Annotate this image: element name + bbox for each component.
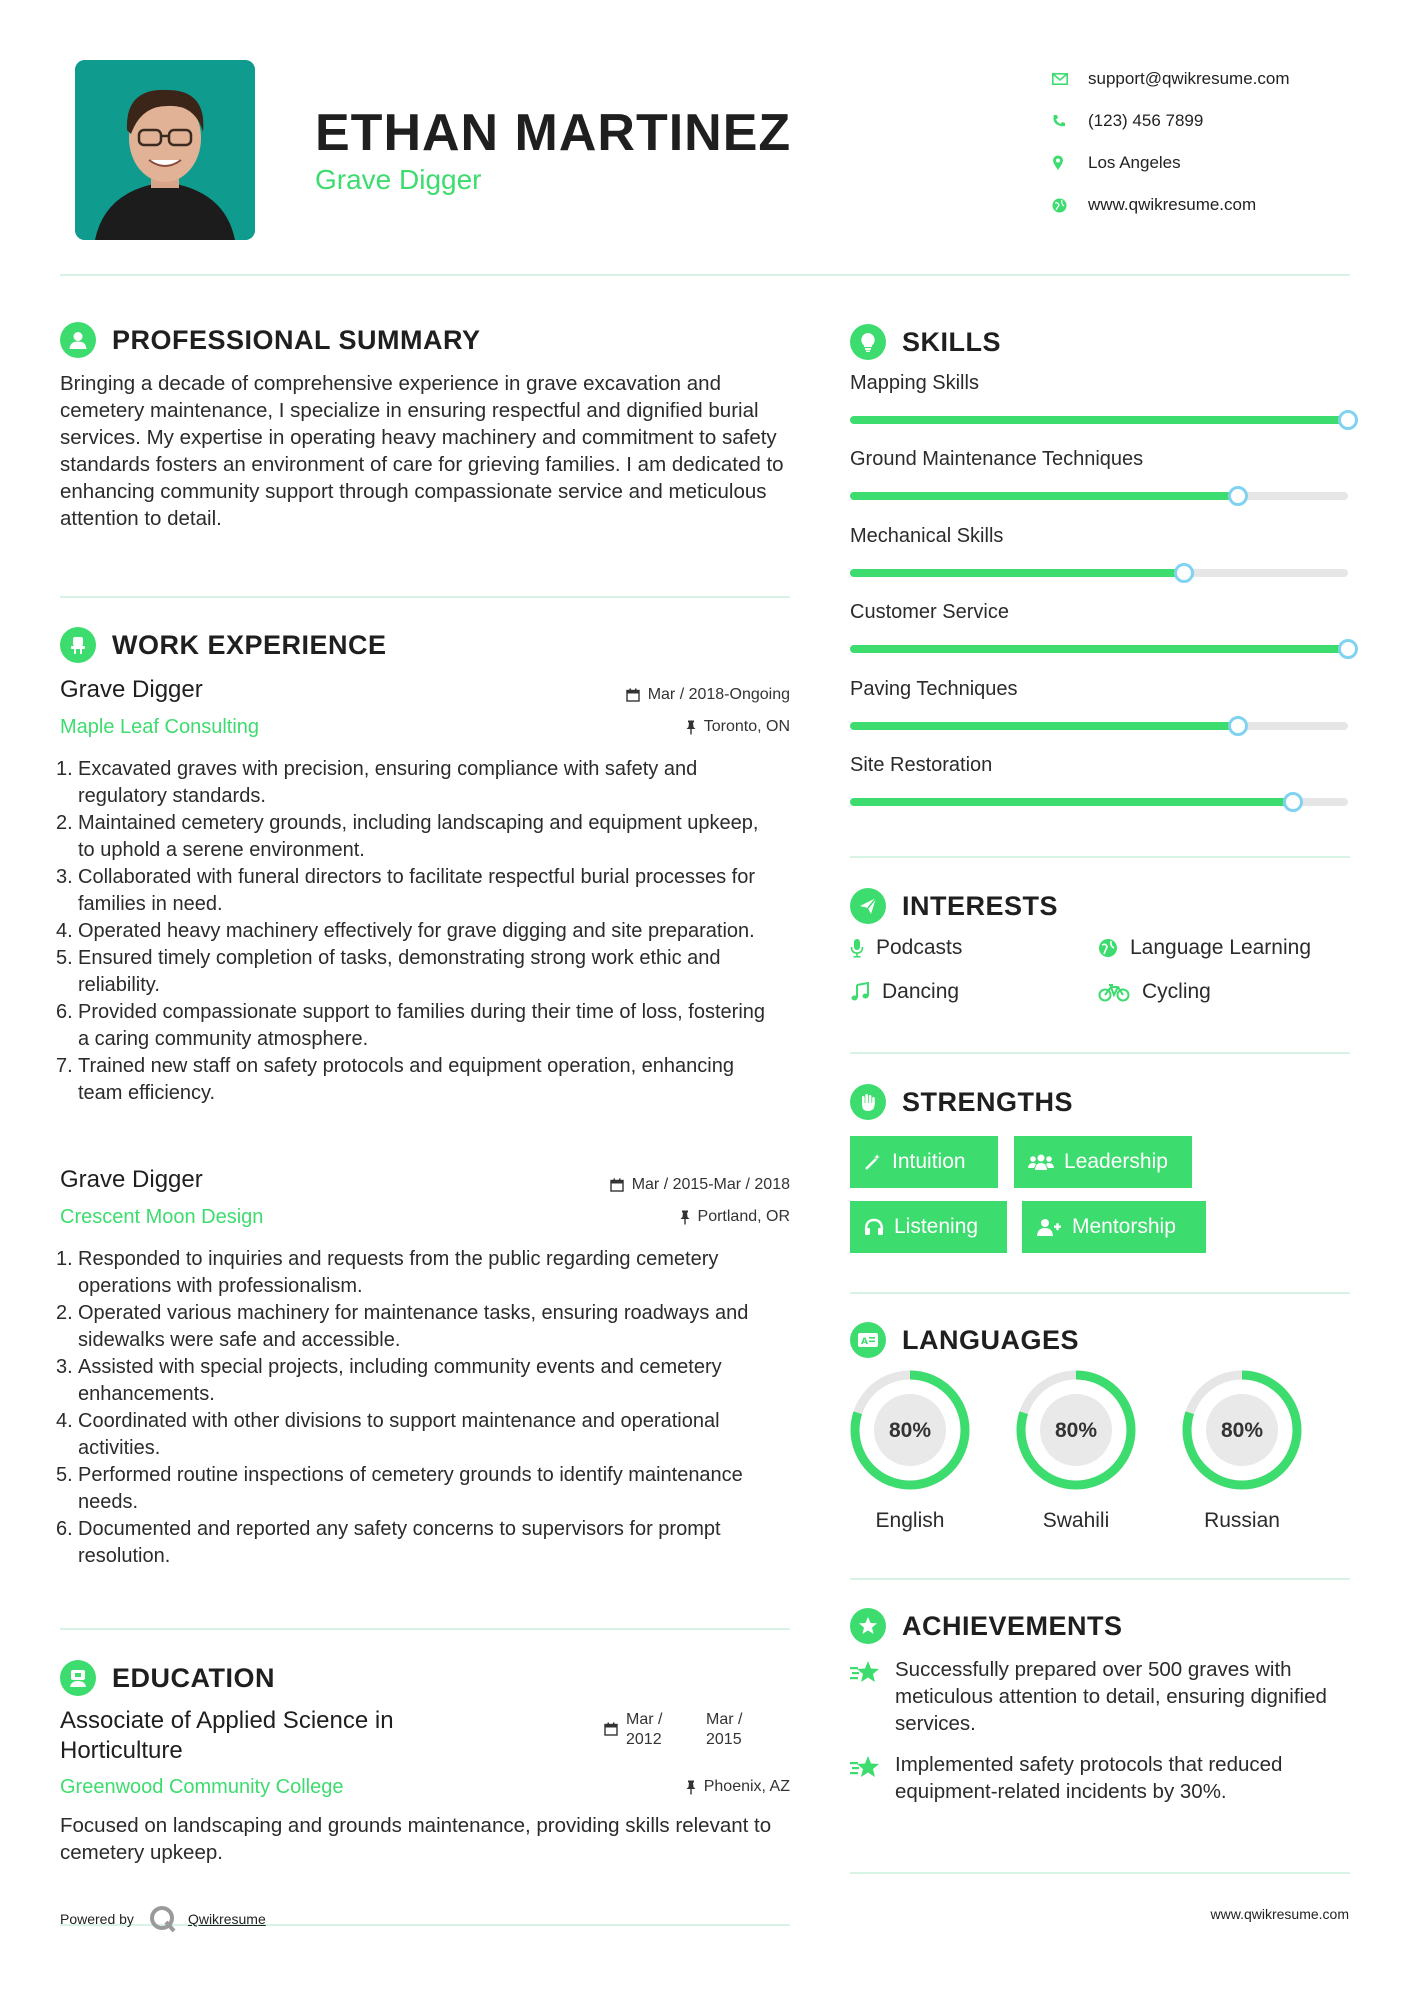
job-2-location: Portland, OR xyxy=(680,1208,790,1226)
skill-bar-fill xyxy=(850,416,1348,424)
phone-icon xyxy=(1052,114,1088,128)
education-heading: EDUCATION xyxy=(60,1660,275,1696)
job-1-location: Toronto, ON xyxy=(686,718,790,736)
list-item: 7. Trained new staff on safety protocols and equipment operation, enhancing team efficiency. xyxy=(56,1055,734,1104)
achievements-heading: ACHIEVEMENTS xyxy=(850,1608,1123,1644)
globe-icon xyxy=(1052,198,1088,213)
skill-bar-track xyxy=(850,416,1348,424)
header-divider xyxy=(60,274,1350,276)
skill-bar-fill xyxy=(850,569,1184,577)
language-item xyxy=(1180,1368,1304,1533)
skill-bar-handle xyxy=(1283,792,1303,812)
graduate-icon xyxy=(60,1660,96,1696)
profile-photo xyxy=(75,60,255,240)
location-pin-icon xyxy=(1052,155,1088,171)
job-1-company: Maple Leaf Consulting xyxy=(60,716,260,738)
calendar-icon xyxy=(626,688,640,702)
svg-text:A: A xyxy=(861,1337,868,1347)
translate-icon xyxy=(850,1322,886,1358)
bicycle-icon xyxy=(1098,982,1130,1002)
skill-bar-handle xyxy=(1228,716,1248,736)
interest-language-learning: Language Learning xyxy=(1098,936,1311,960)
list-item: 2. Operated various machinery for maintenance tasks, ensuring roadways and sidewalks were safe and accessible. xyxy=(56,1302,749,1351)
hand-icon xyxy=(850,1084,886,1120)
job-1-bullets xyxy=(56,756,780,1107)
interest-dancing: Dancing xyxy=(850,980,959,1004)
job-2-company: Crescent Moon Design xyxy=(60,1206,264,1228)
job-1-dates: Mar / 2018-Ongoing xyxy=(626,686,790,704)
interests-heading: INTERESTS xyxy=(850,888,1058,924)
summary-text: Bringing a decade of comprehensive experience in grave excavation and cemetery maintenance, I specialize in ensuring respectful and dignified burial services. My expertise in operating heavy machinery and commitment to safety standards fosters an environment of care for grieving families. I am dedicated to enhancing community support through compassionate service and meticulous attention to detail. xyxy=(60,372,784,530)
globe-icon xyxy=(1098,938,1118,958)
list-item: 6. Documented and reported any safety concerns to supervisors for prompt resolution. xyxy=(56,1518,721,1567)
language-progress-ring xyxy=(1014,1368,1138,1492)
education-description: Focused on landscaping and grounds maintenance, providing skills relevant to cemetery upkeep. xyxy=(60,1814,772,1864)
language-item xyxy=(1014,1368,1138,1533)
strength-leadership: Leadership xyxy=(1014,1136,1192,1188)
job-2-dates: Mar / 2015-Mar / 2018 xyxy=(610,1176,790,1194)
interest-cycling: Cycling xyxy=(1098,980,1211,1004)
languages-heading: A LANGUAGES xyxy=(850,1322,1079,1358)
job-2-title: Grave Digger xyxy=(60,1166,203,1193)
summary-heading: PROFESSIONAL SUMMARY xyxy=(60,322,481,358)
calendar-icon xyxy=(604,1722,618,1736)
language-progress-ring xyxy=(1180,1368,1304,1492)
contact-location xyxy=(1052,142,1290,184)
interest-podcasts: Podcasts xyxy=(850,936,962,960)
star-icon xyxy=(850,1660,882,1691)
job-1-title: Grave Digger xyxy=(60,676,203,703)
skill-bar-fill xyxy=(850,645,1348,653)
microphone-icon xyxy=(850,938,864,958)
chair-icon xyxy=(60,627,96,663)
strengths-heading: STRENGTHS xyxy=(850,1084,1073,1120)
contact-website-text: www.qwikresume.com xyxy=(1088,195,1257,214)
work-heading: WORK EXPERIENCE xyxy=(60,627,387,663)
contact-block xyxy=(1052,58,1290,226)
pushpin-icon xyxy=(680,1210,690,1225)
education-degree: Associate of Applied Science in Horticulture xyxy=(60,1707,394,1764)
skill-bar-track xyxy=(850,569,1348,577)
strength-intuition: Intuition xyxy=(850,1136,998,1188)
contact-website[interactable] xyxy=(1052,184,1290,226)
skills-divider xyxy=(850,856,1350,858)
skill-label: Mapping Skills xyxy=(850,372,979,394)
skill-bar-track xyxy=(850,722,1348,730)
footer-powered-by: Powered by Qwikresume xyxy=(60,1904,266,1934)
list-item: 2. Maintained cemetery grounds, including landscaping and equipment upkeep, to uphold a serene environment. xyxy=(56,812,759,861)
calendar-icon xyxy=(610,1178,624,1192)
education-dates: Mar / 2012 Mar / 2015 xyxy=(604,1710,756,1750)
headphones-icon xyxy=(864,1218,884,1236)
language-item xyxy=(848,1368,972,1533)
language-percent: 80% xyxy=(1054,1419,1098,1442)
skill-bar-track xyxy=(850,645,1348,653)
skill-label: Paving Techniques xyxy=(850,677,1018,700)
star-badge-icon xyxy=(850,1608,886,1644)
envelope-icon xyxy=(1052,73,1088,85)
language-name: Russian xyxy=(1204,1509,1280,1532)
list-item: 1. Responded to inquiries and requests from the public regarding cemetery operations with professionalism. xyxy=(56,1248,719,1297)
achievements-divider xyxy=(850,1872,1350,1874)
contact-phone[interactable] xyxy=(1052,100,1290,142)
list-item: 5. Ensured timely completion of tasks, demonstrating strong work ethic and reliability. xyxy=(56,947,721,996)
language-name: Swahili xyxy=(1042,1509,1110,1532)
language-percent: 80% xyxy=(1220,1419,1264,1442)
achievement-2: Implemented safety protocols that reduced equipment-related incidents by 30%. xyxy=(895,1753,1283,1803)
list-item: 5. Performed routine inspections of cemetery grounds to identify maintenance needs. xyxy=(56,1464,743,1513)
skill-bar-fill xyxy=(850,492,1238,500)
education-school: Greenwood Community College xyxy=(60,1776,344,1798)
magic-wand-icon xyxy=(864,1153,882,1171)
list-item: 4. Operated heavy machinery effectively for grave digging and site preparation. xyxy=(56,920,755,942)
education-location: Phoenix, AZ xyxy=(686,1778,790,1796)
skill-bar-handle xyxy=(1338,410,1358,430)
user-plus-icon xyxy=(1036,1218,1062,1236)
paper-plane-icon xyxy=(850,888,886,924)
qwikresume-logo-icon xyxy=(148,1904,178,1934)
contact-location-text: Los Angeles xyxy=(1088,153,1181,172)
achievement-1: Successfully prepared over 500 graves with meticulous attention to detail, ensuring dignified services. xyxy=(895,1658,1327,1735)
skills-heading: SKILLS xyxy=(850,324,1001,360)
language-progress-ring xyxy=(848,1368,972,1492)
interests-divider xyxy=(850,1052,1350,1054)
languages-divider xyxy=(850,1578,1350,1580)
strength-listening: Listening xyxy=(850,1201,1007,1253)
list-item: 6. Provided compassionate support to families during their time of loss, fostering a caring community atmosphere. xyxy=(56,1001,766,1050)
contact-email[interactable] xyxy=(1052,58,1290,100)
group-icon xyxy=(1028,1153,1054,1171)
pushpin-icon xyxy=(686,720,696,735)
list-item: 3. Collaborated with funeral directors to facilitate respectful burial processes for families in need. xyxy=(56,866,755,915)
list-item: 1. Excavated graves with precision, ensuring compliance with safety and regulatory standards. xyxy=(56,758,698,807)
pushpin-icon xyxy=(686,1780,696,1795)
strengths-divider xyxy=(850,1292,1350,1294)
skill-bar-track xyxy=(850,492,1348,500)
list-item: 3. Assisted with special projects, including community events and cemetery enhancements. xyxy=(56,1356,722,1405)
skill-label: Mechanical Skills xyxy=(850,524,1004,547)
language-percent: 80% xyxy=(888,1419,932,1442)
footer-url[interactable]: www.qwikresume.com xyxy=(1210,1906,1349,1922)
skill-label: Site Restoration xyxy=(850,754,993,776)
skill-label: Customer Service xyxy=(850,601,1009,624)
list-item: 4. Coordinated with other divisions to support maintenance and operational activities. xyxy=(56,1410,720,1459)
music-note-icon xyxy=(850,982,870,1002)
lightbulb-icon xyxy=(850,324,886,360)
skill-bar-handle xyxy=(1174,563,1194,583)
summary-divider xyxy=(60,596,790,598)
skill-bar-track xyxy=(850,798,1348,806)
star-icon xyxy=(850,1755,882,1786)
footer-brand-link[interactable]: Qwikresume xyxy=(187,1911,266,1927)
contact-phone-text: (123) 456 7899 xyxy=(1088,111,1204,130)
job-2-bullets xyxy=(56,1246,780,1570)
candidate-title: Grave Digger xyxy=(315,164,482,195)
skill-bar-handle xyxy=(1228,486,1248,506)
candidate-name: ETHAN MARTINEZ xyxy=(315,104,792,162)
skill-bar-fill xyxy=(850,798,1293,806)
strength-mentorship: Mentorship xyxy=(1022,1201,1206,1253)
contact-email-text: support@qwikresume.com xyxy=(1088,69,1290,88)
skill-bar-handle xyxy=(1338,639,1358,659)
skill-label: Ground Maintenance Techniques xyxy=(850,448,1144,471)
user-icon xyxy=(60,322,96,358)
language-name: English xyxy=(875,1509,945,1532)
work-divider xyxy=(60,1628,790,1630)
skill-bar-fill xyxy=(850,722,1238,730)
